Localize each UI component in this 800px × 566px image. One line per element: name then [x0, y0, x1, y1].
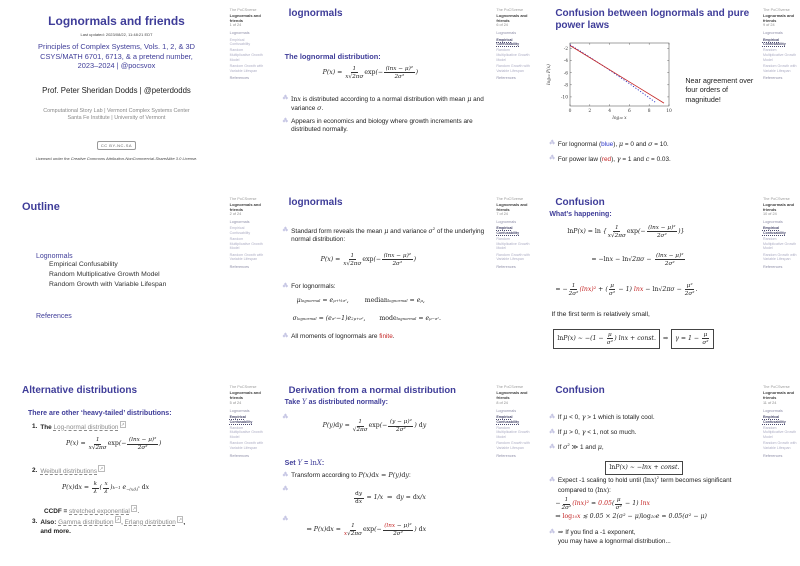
sidebar-item-2[interactable]: Random Growth with Variable Lifespan [496, 252, 530, 262]
sidebar-section-references[interactable]: References [762, 265, 783, 269]
boxed-result: γ = 1 − $\frac{\mu}{\text{σ²}}$ [671, 329, 714, 349]
slide-alternative-distributions [0, 377, 267, 566]
slide-lognormals-1 [267, 0, 534, 189]
implies-arrow: ⇒ [663, 334, 669, 342]
pocs-bullet-icon: ⁂ [282, 332, 289, 339]
sidebar-deck-title: Lognormals and friends [496, 390, 528, 401]
slide-heading: lognormals [288, 8, 343, 19]
equation-line-3: = − $\frac{1}{\text{2σ²}}$ (lnx)² + ( $\frac{\mu}{\text{σ²}}$ − 1) lnx − ln √2πσ − $\frac{\text{μ²}}{\text{2σ²}}$ . [555, 282, 698, 297]
sidebar-section-references[interactable]: References [762, 453, 783, 458]
bullet-text: Expect -1 scaling to hold until $(\ln x)^2$ term becomes significant compared to (lnx): [557, 475, 732, 494]
author-line: Prof. Peter Sheridan Dodds | @peterdodds [42, 85, 191, 95]
pocs-bullet-icon: ⁂ [282, 515, 289, 522]
pocs-bullet-icon: ⁂ [282, 118, 289, 125]
sidebar-deck-title: Lognormals and friends [229, 201, 261, 212]
sidebar-item-0[interactable]: Empirical Confusability [496, 414, 520, 424]
sidebar-item-0[interactable]: Empirical Confusability [229, 226, 251, 235]
sidebar-brand: The PoCSverse [496, 8, 524, 12]
list-number: 2. [32, 467, 38, 475]
sidebar-item-0[interactable]: Empirical Confusability [762, 226, 786, 235]
license-line: Licensed under the Creative Commons Attribution-NonCommercial-ShareAlike 3.0 License. [35, 156, 198, 162]
body-heading: The lognormal distribution: [284, 52, 381, 61]
formula-lognormal-pdf: P(x) = $\frac{1}{x√2\pi\sigma}$ exp (− $\frac{\text{(lnx − μ)²}}{\text{2σ²}}$ ) [322, 66, 418, 80]
y-tick-label: -10 [561, 95, 569, 101]
sidebar-section-lognormals[interactable]: Lognormals [762, 219, 783, 224]
slide-confusion-conclusions [533, 377, 800, 566]
sidebar-item-2[interactable]: Random Growth with Variable Lifespan [229, 252, 264, 262]
slide-heading: Confusion [555, 385, 605, 397]
toc [36, 253, 166, 291]
sidebar-item-1[interactable]: Random Multiplicative Growth Model [229, 237, 263, 251]
sidebar-item-1[interactable]: Random Multiplicative Growth Model [229, 48, 263, 62]
plot-annotation: Near agreement over four orders of magnitude! [685, 76, 754, 104]
sidebar-brand: The PoCSverse [229, 8, 257, 12]
bullet-text: Standard form reveals the mean μ and variance $\sigma^2$ of the underlying normal distribution: [291, 225, 485, 243]
formula-mean-median: μ lognormal = e μ+½σ² , median lognormal = e μ , [296, 296, 425, 304]
sidebar [496, 197, 531, 270]
sidebar [763, 385, 798, 458]
pocs-bullet-icon: ⁂ [549, 155, 555, 162]
equation-line-2: = − ln x − ln √2πσ − $\frac{\text{(lnx − μ)²}}{\text{2σ²}}$ [591, 252, 684, 267]
external-link-icon: ↗ [115, 517, 120, 523]
link[interactable]: Erlang distribution [124, 519, 176, 527]
sidebar-page-number: 5 of 24 [229, 400, 242, 405]
x-tick-label: 0 [568, 109, 572, 114]
bullet-text: For power law (red), γ = 1 and c = 0.03. [557, 155, 671, 163]
external-link-icon: ↗ [132, 506, 136, 512]
toc-item-random-growth-variable-lifespan[interactable]: Random Growth with Variable Lifespan [49, 281, 167, 289]
pocs-bullet-icon: ⁂ [549, 140, 555, 147]
sidebar-item-1[interactable]: Random Multiplicative Growth Model [229, 425, 263, 440]
sidebar-section-references[interactable]: References [229, 453, 250, 458]
bullet-text: If μ > 0, γ < 1, not so much. [557, 428, 637, 437]
bullet-text: If μ < 0, γ > 1 which is totally cool. [557, 413, 655, 422]
sidebar-section-references[interactable]: References [762, 76, 783, 81]
equation-line-1: ln P(x) = ln { $\frac{1}{x√2\pi\sigma}$ exp (− $\frac{\text{(lnx − μ)²}}{\text{2σ²}}$ )} [567, 224, 685, 239]
sidebar-section-references[interactable]: References [229, 76, 250, 81]
equation-red: − $\frac{1}{\text{2σ²}}$ (lnx)² ≃ 0.05 ( $\frac{\mu}{\text{σ²}}$ − 1) lnx [555, 497, 650, 512]
sidebar-item-1[interactable]: Random Multiplicative Growth Model [496, 425, 530, 440]
toc-item-random-multiplicative-growth[interactable]: Random Multiplicative Growth Model [49, 270, 160, 278]
boxed-equation: ln P(x) ∼ −lnx + const. [605, 461, 683, 475]
sidebar-item-2[interactable]: Random Growth with Variable Lifespan [762, 64, 797, 73]
sidebar-item-1[interactable]: Random Multiplicative Growth Model [762, 48, 797, 62]
sidebar-section-lognormals[interactable]: Lognormals [496, 31, 517, 36]
slide-derivation [267, 377, 534, 566]
sidebar-section-lognormals[interactable]: Lognormals [496, 219, 517, 224]
title-block [0, 14, 233, 161]
sidebar [230, 197, 265, 270]
note-text: If the first term is relatively small, [551, 310, 650, 318]
sidebar-deck-title: Lognormals and friends [762, 201, 795, 212]
sidebar-page-number: 2 of 24 [229, 211, 242, 216]
slide-heading: Confusion [555, 196, 605, 208]
formula-normal-pdf: P(y) d y = $\frac{1}{√2\pi\sigma}$ exp (− $\frac{\text{(y − μ)²}}{\text{2σ²}}$ ) d y [322, 419, 427, 434]
x-tick-label: 2 [588, 109, 592, 114]
link[interactable]: Log-normal distribution [53, 424, 119, 432]
sidebar-section-references[interactable]: References [496, 265, 516, 269]
pocs-bullet-icon: ⁂ [549, 428, 555, 435]
slide-confusion-plot [533, 0, 800, 189]
formula-lognormal-pdf: P(x) = $\frac{1}{x√2\pi\sigma}$ exp (− $\frac{\text{(lnx − μ)²}}{\text{2σ²}}$ ) [320, 252, 416, 267]
sidebar-deck-title: Lognormals and friends [496, 12, 528, 24]
bullet-text: lnx is distributed according to a normal distribution with mean μ and variance σ. [291, 95, 484, 113]
sidebar-brand: The PoCSverse [229, 196, 257, 201]
sidebar-section-lognormals[interactable]: Lognormals [229, 219, 250, 224]
sidebar-item-1[interactable]: Random Multiplicative Growth Model [762, 425, 797, 440]
sidebar-brand: The PoCSverse [762, 8, 790, 12]
sidebar-section-lognormals[interactable]: Lognormals [229, 31, 250, 36]
toc-section-references[interactable]: References [36, 312, 72, 320]
sidebar-page-number: 7 of 24 [496, 211, 508, 216]
bullet-text: Appears in economics and biology where growth increments are distributed normally. [291, 118, 473, 134]
slide-lognormals-2 [267, 189, 534, 378]
external-link-icon: ↗ [99, 466, 104, 472]
sidebar-section-lognormals[interactable]: Lognormals [229, 408, 250, 413]
sidebar-deck-title: Lognormals and friends [229, 12, 261, 24]
sidebar-item-0[interactable]: Empirical Confusability [762, 37, 786, 47]
pocs-bullet-icon: ⁂ [549, 443, 555, 450]
sidebar [230, 385, 265, 458]
affiliation-2: Santa Fe Institute | University of Vermont [67, 115, 166, 122]
course-line-3: 2023–2024 | @pocsvox [77, 61, 156, 71]
course-line-2: CSYS/MATH 6701, 6713, & a pretend number, [40, 51, 193, 61]
sidebar-deck-title: Lognormals and friends [762, 390, 795, 401]
sidebar-brand: The PoCSverse [762, 196, 790, 201]
x-tick-label: 6 [628, 109, 632, 114]
sidebar [496, 8, 531, 81]
list-number: 1. [32, 423, 38, 431]
sidebar-section-lognormals[interactable]: Lognormals [496, 408, 517, 413]
slide-title-page [0, 0, 267, 189]
external-link-icon: ↗ [120, 422, 125, 428]
sidebar-deck-title: Lognormals and friends [496, 201, 528, 212]
formula-weibull: P(x) d x = $\frac{k}{\lambda}$ ( $\frac{x}{\lambda}$ ) k−1 e $-(x/\lambda)^k$ d x [62, 481, 150, 496]
x-tick-label: 8 [648, 109, 651, 114]
x-axis-label: log₁₀ x [612, 116, 627, 121]
link[interactable]: Gamma distribution [58, 519, 114, 527]
y-tick-label: -4 [564, 59, 569, 65]
sidebar [496, 385, 531, 458]
y-tick-label: -2 [564, 47, 569, 53]
sidebar-page-number: 6 of 24 [496, 23, 508, 28]
pocs-bullet-icon: ⁂ [549, 528, 555, 535]
sidebar-item-2[interactable]: Random Growth with Variable Lifespan [762, 441, 797, 450]
sidebar-brand: The PoCSverse [229, 385, 257, 390]
plot-figure [543, 38, 681, 132]
toc-item-empirical-confusability[interactable]: Empirical Confusability [49, 260, 118, 268]
sidebar-brand: The PoCSverse [762, 385, 790, 390]
slide-heading: lognormals [288, 196, 343, 208]
series-powerlaw-line [570, 46, 664, 104]
pocs-bullet-icon: ⁂ [282, 485, 289, 492]
bullet-text: If $\sigma^2$ ≫ 1 and μ, [557, 442, 604, 452]
last-updated: Last updated: 2023/08/22, 11:48:21 EDT [80, 32, 153, 37]
affiliation-1: Computational Story Lab | Vermont Complex Systems Center [43, 107, 190, 114]
sidebar-item-0[interactable]: Empirical Confusability [762, 414, 786, 424]
y-tick-label: -8 [564, 83, 569, 89]
toc-section-lognormals[interactable]: Lognormals [36, 252, 73, 260]
sidebar-item-0[interactable]: Empirical Confusability [496, 226, 520, 235]
pocs-bullet-icon: ⁂ [549, 476, 555, 483]
sidebar-page-number: 9 of 24 [762, 23, 775, 28]
bullet-text: ⇒ If you find a -1 exponent, you may have a lognormal distribution... [557, 528, 671, 545]
body-heading: What’s happening: [549, 210, 612, 218]
course-info [0, 42, 233, 71]
slide-heading: Confusion between lognormals and pure power laws [555, 8, 750, 31]
sidebar-item-2[interactable]: Random Growth with Variable Lifespan [229, 441, 264, 450]
cc-license-badge[interactable]: CC BY-NC-SA [97, 141, 136, 150]
sidebar-section-lognormals[interactable]: Lognormals [762, 408, 783, 413]
external-link-icon: ↗ [178, 517, 182, 523]
sidebar-page-number: 10 of 24 [762, 211, 777, 216]
sidebar-brand: The PoCSverse [496, 196, 524, 201]
formula-result-pdf: ⇒ P(x) d x = 1 x √2πσ exp (− (lnx − μ)² 2σ² ) d x [306, 523, 427, 538]
pocs-bullet-icon: ⁂ [282, 95, 289, 102]
pocs-bullet-icon: ⁂ [282, 471, 289, 478]
body-heading: There are other ‘heavy-tailed’ distributions: [28, 410, 172, 418]
sidebar-deck-title: Lognormals and friends [229, 390, 261, 401]
pocs-bullet-icon: ⁂ [282, 413, 289, 420]
sidebar-item-2[interactable]: Random Growth with Variable Lifespan [762, 252, 797, 262]
sidebar [230, 8, 265, 81]
formula-sigma-mode: σ lognormal = (e σ² −1)e 2μ+σ² , mode lognormal = e μ−σ² . [292, 314, 441, 322]
y-axis-label: log₁₀ P(x) [547, 64, 553, 85]
x-tick-label: 4 [608, 109, 612, 114]
body-heading: Set Y = lnX: [284, 459, 325, 468]
pocs-bullet-icon: ⁂ [549, 413, 555, 420]
bullet-text: Transform according to P(x)dx = P(y)dy: [291, 471, 411, 480]
slide-heading: Alternative distributions [22, 385, 138, 397]
bullet-text: All moments of lognormals are finite. [291, 332, 395, 340]
sidebar-item-0[interactable]: Empirical Confusability [229, 414, 253, 424]
sidebar [763, 197, 798, 270]
sidebar-item-2[interactable]: Random Growth with Variable Lifespan [496, 64, 530, 73]
sidebar-item-0[interactable]: Empirical Confusability [496, 37, 520, 47]
sidebar [763, 8, 798, 81]
slide-confusion-derivation [533, 189, 800, 378]
affiliations [0, 108, 233, 123]
x-tick-label: 10 [666, 109, 673, 114]
plot-frame [570, 43, 669, 106]
sidebar-page-number: 11 of 24 [762, 400, 777, 405]
sidebar-brand: The PoCSverse [496, 385, 524, 390]
slide-heading: Outline [22, 200, 60, 213]
sidebar-item-0[interactable]: Empirical Confusability [229, 37, 251, 47]
slide-heading: Derivation from a normal distribution [288, 385, 456, 397]
sidebar-section-references[interactable]: References [229, 265, 250, 269]
result-row [553, 329, 713, 349]
sidebar-item-1[interactable]: Random Multiplicative Growth Model [762, 237, 797, 251]
list-item [40, 467, 104, 476]
equation-log10: ⇒ log 10 x ≲ 0.05 × 2(σ² − μ) log 10 e ≃ 0.05(σ² − μ) [555, 513, 707, 521]
sidebar-item-1[interactable]: Random Multiplicative Growth Model [496, 237, 530, 251]
sidebar-item-2[interactable]: Random Growth with Variable Lifespan [496, 441, 530, 450]
formula-lognormal-pdf: P(x) = $\frac{1}{x√2\pi\sigma}$ exp (− $\frac{\text{(lnx − μ)²}}{\text{2σ²}}$ ) [66, 437, 162, 452]
bullet-text: For lognormal (blue), μ = 0 and σ = 10. [557, 140, 669, 148]
list-item: The Log-normal distribution ↗ [40, 422, 125, 432]
course-line-1: Principles of Complex Systems, Vols. 1, 2, & 3D [38, 42, 195, 51]
boxed-equation: ln P(x) ∼ −(1 − $\frac{\mu}{\text{σ²}}$ ) lnx + const. [553, 329, 660, 349]
slide-outline [0, 189, 267, 378]
sidebar-page-number: 1 of 24 [229, 23, 242, 28]
pocs-bullet-icon: ⁂ [282, 282, 289, 289]
sidebar-section-references[interactable]: References [496, 453, 516, 458]
sidebar-deck-title: Lognormals and friends [762, 12, 795, 24]
link[interactable]: stretched exponential [69, 508, 130, 516]
sidebar-item-1[interactable]: Random Multiplicative Growth Model [496, 48, 530, 62]
link[interactable]: Weibull distributions [40, 468, 98, 476]
sidebar-page-number: 8 of 24 [496, 400, 508, 405]
formula-jacobian: d y d x = 1/x ⇒ d y = d x/x [355, 491, 426, 506]
deck-title: Lognormals and friends [48, 14, 185, 28]
sidebar-section-references[interactable]: References [496, 76, 516, 81]
ccdf-line: CCDF = stretched exponential ↗. [44, 506, 140, 516]
sidebar-section-lognormals[interactable]: Lognormals [762, 31, 783, 36]
pocs-bullet-icon: ⁂ [282, 226, 289, 233]
list-item: Also: Gamma distribution ↗, Erlang distribution ↗, and more. [40, 517, 186, 535]
body-heading: Take Y as distributed normally: [284, 398, 388, 407]
y-tick-label: -6 [564, 71, 569, 77]
sidebar-item-2[interactable]: Random Growth with Variable Lifespan [229, 64, 264, 73]
list-number: 3. [32, 518, 38, 526]
bullet-text: For lognormals: [291, 282, 336, 290]
